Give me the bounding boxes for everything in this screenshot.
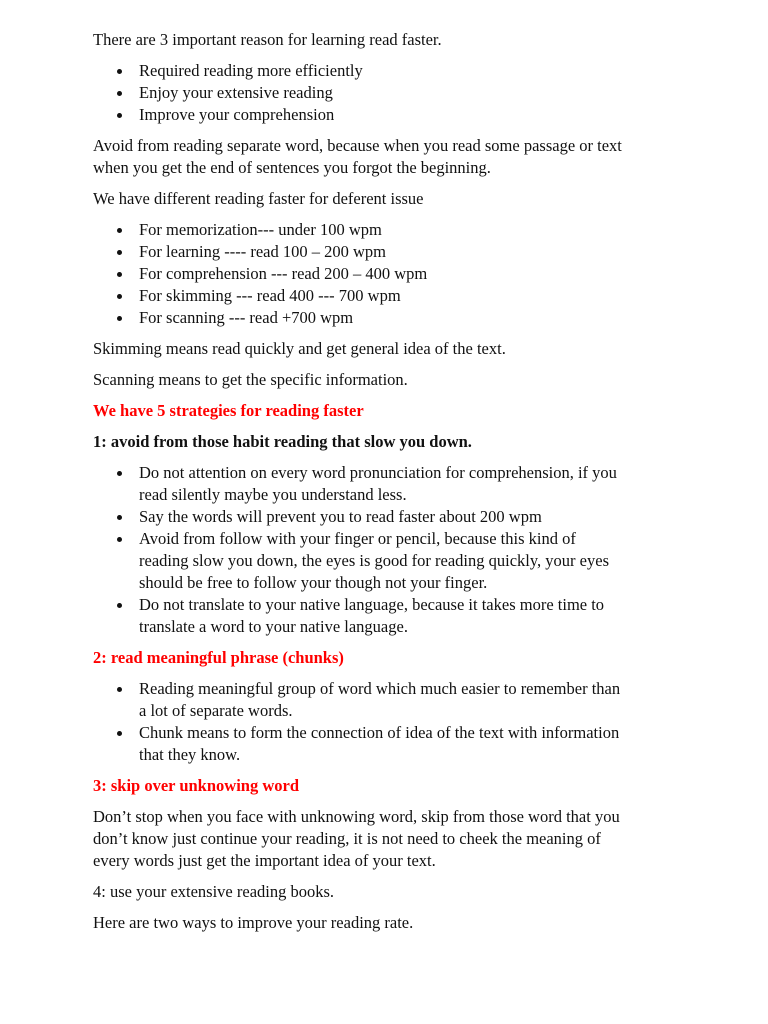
list-item: Do not attention on every word pronunciation for comprehension, if you read silently maybe you understand less. <box>93 462 683 506</box>
strategy-3-heading: 3: skip over unknowing word <box>93 776 300 795</box>
bullet-icon <box>117 91 122 96</box>
list-item: For memorization--- under 100 wpm <box>93 219 683 241</box>
list-item: Chunk means to form the connection of idea of the text with information that they know. <box>93 722 683 766</box>
list-item: For learning ---- read 100 – 200 wpm <box>93 241 683 263</box>
list-item: Improve your comprehension <box>93 104 683 126</box>
list-item: Say the words will prevent you to read faster about 200 wpm <box>93 506 683 528</box>
closing-text: Here are two ways to improve your reading rate. <box>93 913 414 932</box>
bullet-icon <box>117 603 122 608</box>
skimming-definition: Skimming means read quickly and get general idea of the text. <box>93 339 506 358</box>
reasons-list <box>93 60 683 126</box>
list-item: Avoid from follow with your finger or pencil, because this kind of reading slow you down, the eyes is good for reading quickly, your eyes should be free to follow your though not your finger. <box>93 528 683 594</box>
list-item: For comprehension --- read 200 – 400 wpm <box>93 263 683 285</box>
list-item: Enjoy your extensive reading <box>93 82 683 104</box>
list-item: Reading meaningful group of word which much easier to remember than a lot of separate words. <box>93 678 683 722</box>
list-item: Do not translate to your native language, because it takes more time to translate a word to your native language. <box>93 594 683 638</box>
strategies-heading: We have 5 strategies for reading faster <box>93 401 364 420</box>
speeds-list <box>93 219 683 329</box>
bullet-icon <box>117 228 122 233</box>
strategy-1-heading: 1: avoid from those habit reading that slow you down. <box>93 432 472 451</box>
strategy-1-list <box>93 462 683 638</box>
bullet-icon <box>117 250 122 255</box>
bullet-icon <box>117 731 122 736</box>
bullet-icon <box>117 316 122 321</box>
list-item: For scanning --- read +700 wpm <box>93 307 683 329</box>
avoid-paragraph: Avoid from reading separate word, because when you read some passage or text when you get the end of sentences you forgot the beginning. <box>93 136 622 177</box>
document-page <box>93 29 683 943</box>
strategy-2-heading: 2: read meaningful phrase (chunks) <box>93 648 344 667</box>
bullet-icon <box>117 113 122 118</box>
bullet-icon <box>117 515 122 520</box>
bullet-icon <box>117 687 122 692</box>
bullet-icon <box>117 294 122 299</box>
scanning-definition: Scanning means to get the specific information. <box>93 370 408 389</box>
different-speeds-text: We have different reading faster for deferent issue <box>93 189 424 208</box>
strategy-3-paragraph: Don’t stop when you face with unknowing word, skip from those word that you don’t know just continue your reading, it is not need to cheek the meaning of every words just get the important idea of your text. <box>93 807 620 870</box>
list-item: Required reading more efficiently <box>93 60 683 82</box>
list-item: For skimming --- read 400 --- 700 wpm <box>93 285 683 307</box>
strategy-2-list <box>93 678 683 766</box>
strategy-4-text: 4: use your extensive reading books. <box>93 882 335 901</box>
bullet-icon <box>117 471 122 476</box>
bullet-icon <box>117 537 122 542</box>
bullet-icon <box>117 69 122 74</box>
bullet-icon <box>117 272 122 277</box>
intro-text: There are 3 important reason for learning read faster. <box>93 30 442 49</box>
